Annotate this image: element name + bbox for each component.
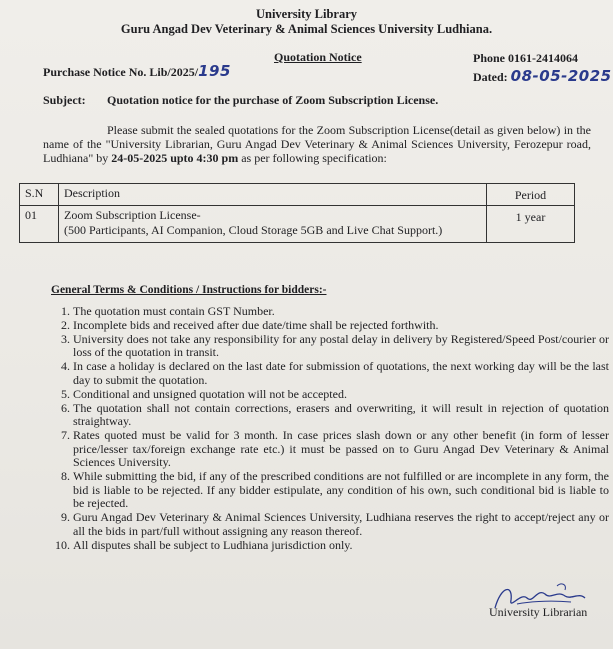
list-item: 5. Conditional and unsigned quotation will not be accepted. — [73, 388, 609, 402]
header-library: University Library — [255, 7, 358, 21]
header-description: Description — [59, 184, 487, 206]
terms-title: General Terms & Conditions / Instructions for bidders:- — [51, 284, 327, 296]
list-item: 4. In case a holiday is declared on the last date for submission of quotations, the next working day will be the last day to submit the quotation. — [73, 360, 609, 387]
row-period: 1 year — [487, 206, 575, 243]
body-deadline: 24-05-2025 upto 4:30 pm — [111, 151, 239, 165]
body-part1: Please submit the sealed quotations for the Zoom Subscription License(detail as given below) in the name of the "University Librarian, Guru Angad Dev Veterinary & Animal Sciences University, Ferozepur road, Ludhiana" by — [43, 123, 591, 165]
body-paragraph — [43, 123, 591, 165]
subject-text: Quotation notice for the purchase of Zoom Subscription License. — [107, 93, 439, 107]
purchase-notice-label: Purchase Notice No. Lib/2025/ — [43, 65, 199, 79]
row-description-line1: Zoom Subscription License- — [64, 208, 201, 222]
row-description-line2: (500 Participants, AI Companion, Cloud Storage 5GB and Live Chat Support.) — [64, 223, 443, 237]
list-item: 10. All disputes shall be subject to Ludhiana jurisdiction only. — [73, 539, 609, 553]
table-header-row — [20, 184, 575, 206]
row-sn: 01 — [20, 206, 59, 243]
signature-title: University Librarian — [489, 605, 588, 619]
list-item: 1. The quotation must contain GST Number. — [73, 305, 609, 319]
phone-number: Phone 0161-2414064 — [473, 51, 578, 65]
specification-table — [19, 183, 575, 243]
table-row — [20, 206, 575, 243]
list-item: 2. Incomplete bids and received after due date/time shall be rejected forthwith. — [73, 319, 609, 333]
terms-list — [46, 305, 609, 553]
notice-title: Quotation Notice — [274, 50, 362, 64]
dated-handwritten-value: 08-05-2025 — [510, 67, 612, 85]
list-item: 9. Guru Angad Dev Veterinary & Animal Sciences University, Ludhiana reserves the right to accept/reject any or all the bids in part/full without assigning any reason thereof. — [73, 511, 609, 538]
subject-line — [43, 93, 439, 108]
purchase-notice-number — [43, 62, 231, 80]
dated — [473, 67, 612, 85]
list-item: 3. University does not take any responsibility for any postal delay in delivery by Registered/Speed Post/courier or loss of the quotation in transit. — [73, 333, 609, 360]
body-part2: as per following specification: — [238, 151, 387, 165]
row-description — [59, 206, 487, 243]
list-item: 7. Rates quoted must be valid for 3 month. In case prices slash down or any other benefit (in form of lesser price/lesser tax/foreign exchange rate etc.) it must be passed on to Guru Angad Dev Veterinary & Animal Sciences University. — [73, 429, 609, 470]
dated-label: Dated: — [473, 70, 508, 84]
list-item: 8. While submitting the bid, if any of the prescribed conditions are not fulfilled or are incomplete in any form, the bid is liable to be rejected. If any bidder estipulate, any condition of his own, such conditional bid is liable to be rejected. — [73, 470, 609, 511]
purchase-notice-handwritten-number: 195 — [198, 62, 231, 80]
header-sn: S.N — [20, 184, 59, 206]
header-period: Period — [487, 184, 575, 206]
subject-label: Subject: — [43, 93, 86, 107]
list-item: 6. The quotation shall not contain corrections, erasers and overwriting, it will result in rejection of quotation straightway. — [73, 402, 609, 429]
header-university: Guru Angad Dev Veterinary & Animal Sciences University Ludhiana. — [120, 22, 493, 36]
